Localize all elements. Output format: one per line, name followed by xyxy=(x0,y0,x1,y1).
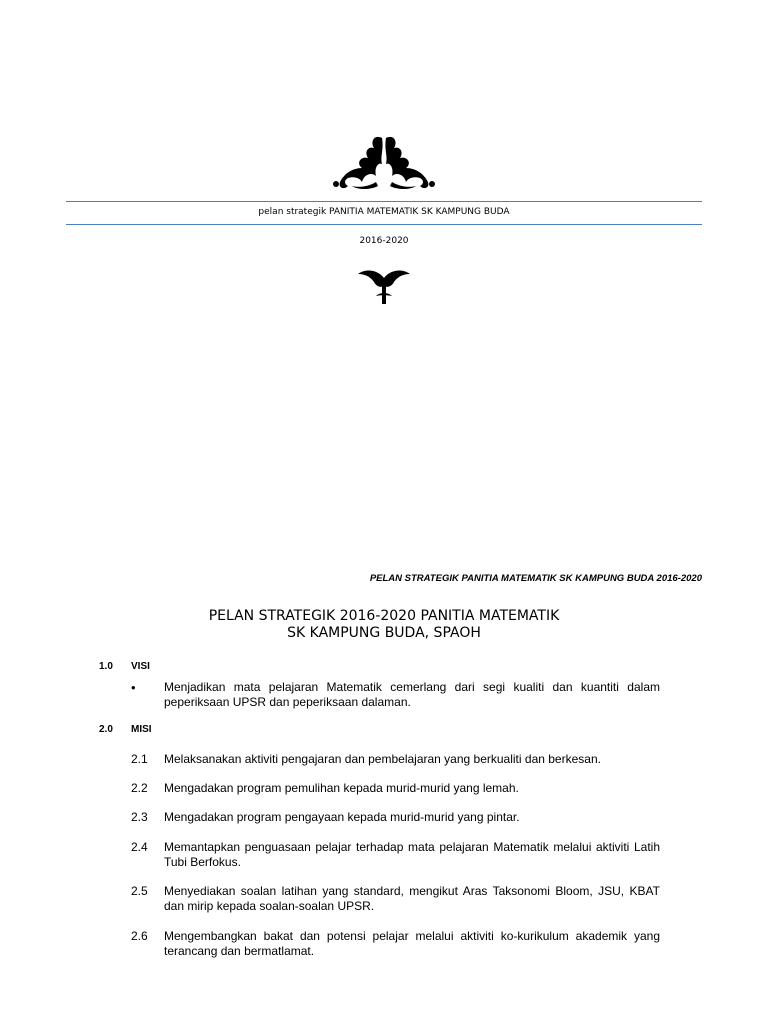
item-text: Mengadakan program pengayaan kepada murid-murid yang pintar. xyxy=(164,810,520,824)
page-title-line-1: PELAN STRATEGIK 2016-2020 PANITIA MATEMATIK xyxy=(208,608,560,624)
cover-title: pelan strategik PANITIA MATEMATIK SK KAMPUNG BUDA xyxy=(258,207,510,217)
item-number: 2.5 xyxy=(131,884,148,898)
item-number: 2.2 xyxy=(131,781,148,795)
section-number: 1.0 xyxy=(99,661,113,672)
item-number: 2.6 xyxy=(131,929,148,943)
section-label: VISI xyxy=(131,661,150,672)
page-title xyxy=(66,608,702,642)
bottom-divider xyxy=(66,224,702,225)
item-text: Mengembangkan bakat dan potensi pelajar melalui aktiviti ko-kurikulum akademik yang terancang dan bermatlamat. xyxy=(164,929,660,958)
top-divider xyxy=(66,201,702,202)
cover-years: 2016-2020 xyxy=(359,236,409,246)
section-number: 2.0 xyxy=(99,724,113,735)
item-text: Memantapkan penguasaan pelajar terhadap mata pelajaran Matematik melalui aktiviti Latih Tubi Berfokus. xyxy=(164,840,660,869)
item-text: Melaksanakan aktiviti pengajaran dan pembelajaran yang berkualiti dan berkesan. xyxy=(164,752,601,766)
visi-text: Menjadikan mata pelajaran Matematik cemerlang dari segi kualiti dan kuantiti dalam peperiksaan UPSR dan peperiksaan dalaman. xyxy=(164,680,660,709)
running-header: PELAN STRATEGIK PANITIA MATEMATIK SK KAMPUNG BUDA 2016-2020 xyxy=(369,573,702,584)
item-number: 2.1 xyxy=(131,752,148,766)
bullet-icon: • xyxy=(131,680,136,695)
item-text: Menyediakan soalan latihan yang standard, mengikut Aras Taksonomi Bloom, JSU, KBAT dan mirip kepada soalan-soalan UPSR. xyxy=(164,884,660,913)
fleuron-ornament-icon xyxy=(356,266,412,306)
item-number: 2.3 xyxy=(131,810,148,824)
floral-ornament-icon xyxy=(330,130,438,192)
item-number: 2.4 xyxy=(131,840,148,854)
section-label: MISI xyxy=(131,724,152,735)
item-text: Mengadakan program pemulihan kepada murid-murid yang lemah. xyxy=(164,781,519,795)
page-title-line-2: SK KAMPUNG BUDA, SPAOH xyxy=(287,625,481,641)
